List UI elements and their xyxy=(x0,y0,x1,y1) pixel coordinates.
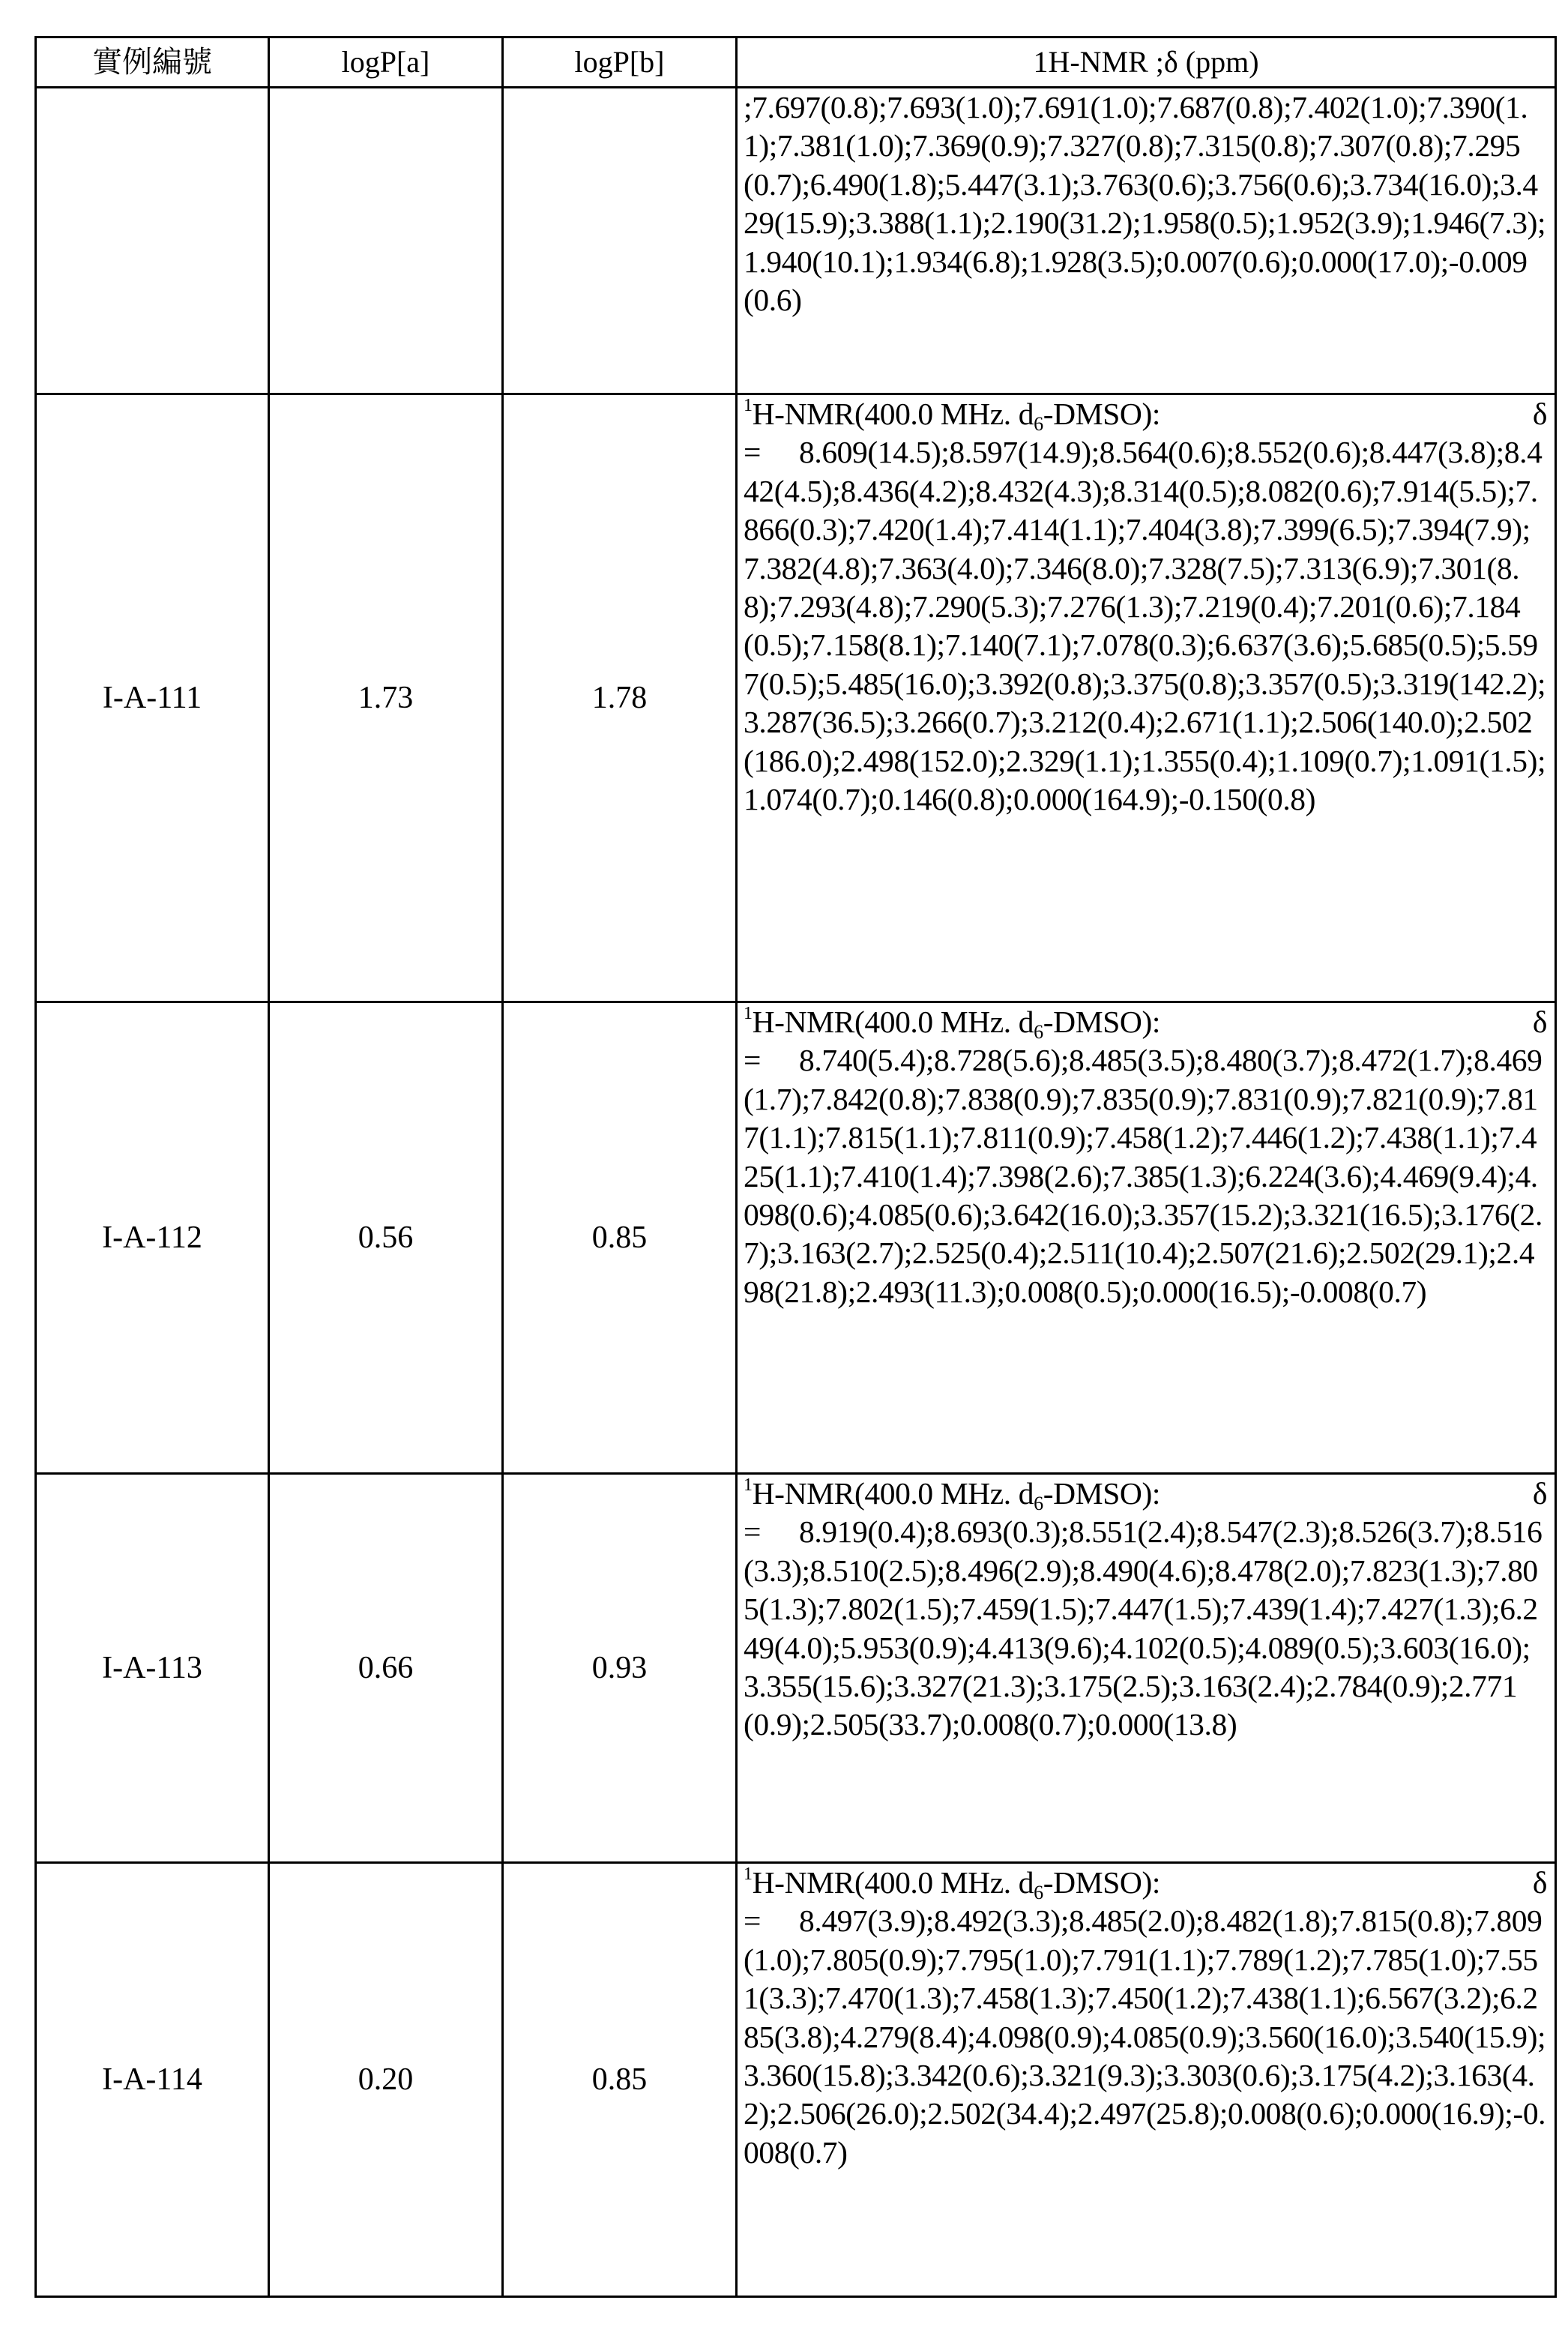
example-id-cell: I-A-113 xyxy=(36,1474,269,1863)
nmr-peaks-text: 8.609(14.5);8.597(14.9);8.564(0.6);8.552(0.6);8.447(3.8);8.442(4.5);8.436(4.2);8.432(4.3);8.314(0.5);8.082(0.6);7.914(5.5);7.866(0.3);7.420(1.4);7.414(1.1);7.404(3.8);7.399(6.5);7.394(7.9);7.382(4.8);7.363(4.0);7.346(8.0);7.328(7.5);7.313(6.9);7.301(8.8);7.293(4.8);7.290(5.3);7.276(1.3);7.219(0.4);7.201(0.6);7.184(0.5);7.158(8.1);7.140(7.1);7.078(0.3);6.637(3.6);5.685(0.5);5.597(0.5);5.485(16.0);3.392(0.8);3.375(0.8);3.357(0.5);3.319(142.2);3.287(36.5);3.266(0.7);3.212(0.4);2.671(1.1);2.506(140.0);2.502(186.0);2.498(152.0);2.329(1.1);1.355(0.4);1.109(0.7);1.091(1.5);1.074(0.7);0.146(0.8);0.000(164.9);-0.150(0.8) xyxy=(744,435,1546,817)
equals-sign: = xyxy=(744,1903,762,1939)
logp-b-cell: 0.85 xyxy=(503,1002,737,1474)
column-header-nmr: 1H-NMR ;δ (ppm) xyxy=(737,37,1556,88)
equals-sign: = xyxy=(744,1043,762,1078)
nmr-conditions-label: $^1$H-NMR(400.0 MHz. $d_6-DMSO$): xyxy=(744,1475,1161,1514)
example-id-cell: I-A-112 xyxy=(36,1002,269,1474)
delta-symbol: δ xyxy=(1532,397,1547,431)
delta-symbol: δ xyxy=(1532,1476,1547,1511)
nmr-peaks-text: 8.740(5.4);8.728(5.6);8.485(3.5);8.480(3.7);8.472(1.7);8.469(1.7);7.842(0.8);7.838(0.9);7.835(0.9);7.831(0.9);7.821(0.9);7.817(1.1);7.815(1.1);7.811(0.9);7.458(1.2);7.446(1.2);7.438(1.1);7.425(1.1);7.410(1.4);7.398(2.6);7.385(1.3);6.224(3.6);4.469(9.4);4.098(0.6);4.085(0.6);3.642(16.0);3.357(15.2);3.321(16.5);3.176(2.7);3.163(2.7);2.525(0.4);2.511(10.4);2.507(21.6);2.502(29.1);2.498(21.8);2.493(11.3);0.008(0.5);0.000(16.5);-0.008(0.7) xyxy=(744,1043,1543,1309)
equals-sign: = xyxy=(744,1514,762,1550)
nmr-conditions-label: $^1$H-NMR(400.0 MHz. $d_6-DMSO$): xyxy=(744,1004,1161,1043)
nmr-peaks-text: 8.919(0.4);8.693(0.3);8.551(2.4);8.547(2.3);8.526(3.7);8.516(3.3);8.510(2.5);8.496(2.9);8.490(4.6);8.478(2.0);7.823(1.3);7.805(1.3);7.802(1.5);7.459(1.5);7.447(1.5);7.439(1.4);7.427(1.3);6.249(4.0);5.953(0.9);4.413(9.6);4.102(0.5);4.089(0.5);3.603(16.0);3.355(15.6);3.327(21.3);3.175(2.5);3.163(2.4);2.784(0.9);2.771(0.9);2.505(33.7);0.008(0.7);0.000(13.8) xyxy=(744,1514,1543,1742)
example-id-cell xyxy=(36,88,269,394)
delta-symbol: δ xyxy=(1532,1865,1547,1900)
nmr-conditions-header xyxy=(744,1003,1547,1041)
logp-a-cell: 0.20 xyxy=(269,1863,503,2297)
logp-a-cell: 1.73 xyxy=(269,394,503,1002)
column-header-logp-b: logP[b] xyxy=(503,37,737,88)
table-row xyxy=(36,1863,1556,2297)
table-row xyxy=(36,1002,1556,1474)
logp-a-cell: 0.56 xyxy=(269,1002,503,1474)
table-row xyxy=(36,88,1556,394)
nmr-conditions-label: $^1$H-NMR(400.0 MHz. $d_6-DMSO$): xyxy=(744,396,1161,435)
logp-a-cell: 0.66 xyxy=(269,1474,503,1863)
nmr-cell xyxy=(737,1002,1556,1474)
equals-sign: = xyxy=(744,435,762,470)
nmr-conditions-label: $^1$H-NMR(400.0 MHz. $d_6-DMSO$): xyxy=(744,1864,1161,1903)
nmr-conditions-header xyxy=(744,1864,1547,1902)
nmr-cell xyxy=(737,1863,1556,2297)
nmr-cell xyxy=(737,394,1556,1002)
document-page xyxy=(34,36,1555,2298)
nmr-cell xyxy=(737,88,1556,394)
nmr-peaks-text: ;7.697(0.8);7.693(1.0);7.691(1.0);7.687(0.8);7.402(1.0);7.390(1.1);7.381(1.0);7.369(0.9);7.327(0.8);7.315(0.8);7.307(0.8);7.295(0.7);6.490(1.8);5.447(3.1);3.763(0.6);3.756(0.6);3.734(16.0);3.429(15.9);3.388(1.1);2.190(31.2);1.958(0.5);1.952(3.9);1.946(7.3);1.940(10.1);1.934(6.8);1.928(3.5);0.007(0.6);0.000(17.0);-0.009(0.6) xyxy=(744,90,1546,318)
logp-b-cell xyxy=(503,88,737,394)
example-id-cell: I-A-111 xyxy=(36,394,269,1002)
nmr-conditions-header xyxy=(744,395,1547,433)
column-header-example-id: 實例編號 xyxy=(36,37,269,88)
logp-a-cell xyxy=(269,88,503,394)
example-id-cell: I-A-114 xyxy=(36,1863,269,2297)
delta-symbol: δ xyxy=(1532,1005,1547,1039)
logp-b-cell: 1.78 xyxy=(503,394,737,1002)
table-header-row xyxy=(36,37,1556,88)
nmr-data-table xyxy=(34,36,1557,2298)
nmr-peaks-text: 8.497(3.9);8.492(3.3);8.485(2.0);8.482(1.8);7.815(0.8);7.809(1.0);7.805(0.9);7.795(1.0);7.791(1.1);7.789(1.2);7.785(1.0);7.551(3.3);7.470(1.3);7.458(1.3);7.450(1.2);7.438(1.1);6.567(3.2);6.285(3.8);4.279(8.4);4.098(0.9);4.085(0.9);3.560(16.0);3.540(15.9);3.360(15.8);3.342(0.6);3.321(9.3);3.303(0.6);3.175(4.2);3.163(4.2);2.506(26.0);2.502(34.4);2.497(25.8);0.008(0.6);0.000(16.9);-0.008(0.7) xyxy=(744,1903,1546,2170)
table-row xyxy=(36,1474,1556,1863)
column-header-logp-a: logP[a] xyxy=(269,37,503,88)
logp-b-cell: 0.85 xyxy=(503,1863,737,2297)
logp-b-cell: 0.93 xyxy=(503,1474,737,1863)
table-row xyxy=(36,394,1556,1002)
nmr-conditions-header xyxy=(744,1475,1547,1513)
nmr-cell xyxy=(737,1474,1556,1863)
